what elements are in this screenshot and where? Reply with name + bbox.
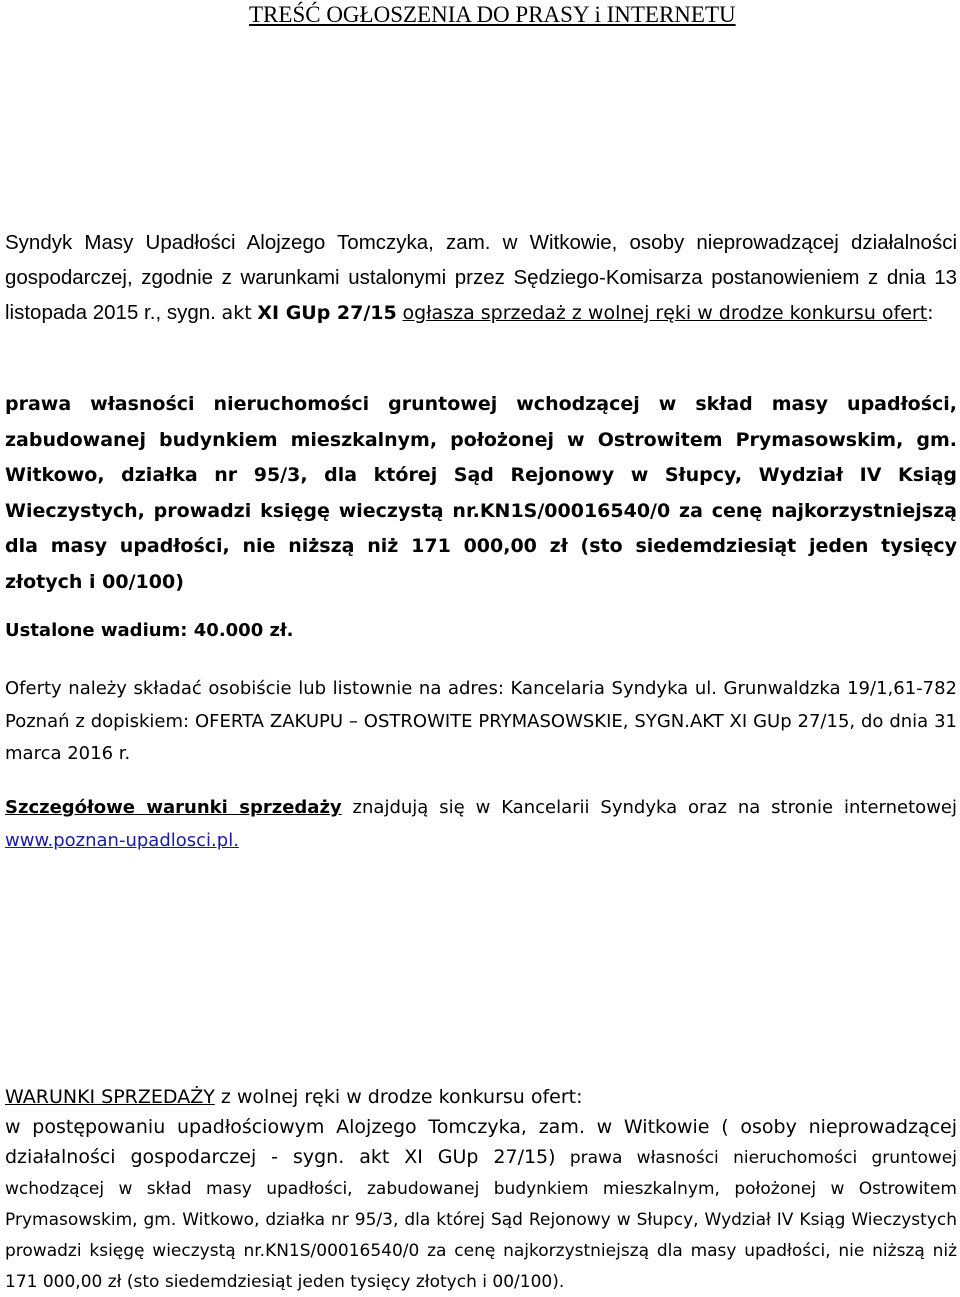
terms-body-small: prawa własności nieruchomości gruntowej wchodzącej w skład masy upadłości, zabudowanej budynkiem mieszkalnym, położonej w Ostrowitem Prymasowskim, gm. Witkowo, działka nr 95/3, dla której Sąd Rejonowy w Słupcy, Wydział IV Ksiąg Wieczystych prowadzi księgę wieczystą nr.KN1S/00016540/0 za cenę najkorzystniejszą dla masy upadłości, nie niższą niż 171 000,00 zł (sto siedemdziesiąt jeden tysięcy złotych i 00/100). bbox=[5, 1148, 957, 1292]
details-lead: Szczegółowe warunki sprzedaży bbox=[5, 797, 342, 818]
offers-info-paragraph: Oferty należy składać osobiście lub listownie na adres: Kancelaria Syndyka ul. Grunwaldzka 19/1,61-782 Poznań z dopiskiem: OFERTA ZAKUPU – OSTROWITE PRYMASOWSKIE, SYGN.AKT XI GUp 27/15, do dnia 31 marca 2016 r. bbox=[5, 678, 957, 764]
offer-subject-paragraph: prawa własności nieruchomości gruntowej wchodzącej w skład masy upadłości, zabudowanej budynkiem mieszkalnym, położonej w Ostrowitem Prymasowskim, gm. Witkowo, działka nr 95/3, dla której Sąd Rejonowy w Słupcy, Wydział IV Ksiąg Wieczystych, prowadzi księgę wieczystą nr.KN1S/00016540/0 za cenę najkorzystniejszą dla masy upadłości, nie niższą niż 171 000,00 zł (sto siedemdziesiąt jeden tysięcy złotych i 00/100) bbox=[5, 393, 957, 593]
terms-body bbox=[5, 1112, 957, 1297]
document-heading: TREŚĆ OGŁOSZENIA DO PRASY i INTERNETU bbox=[249, 2, 736, 27]
website-link[interactable]: www.poznan-upadlosci.pl. bbox=[5, 829, 239, 851]
case-signature: XI GUp 27/15 bbox=[257, 302, 397, 324]
details-text: znajdują się w Kancelarii Syndyka oraz na stronie internetowej bbox=[341, 797, 957, 818]
details-paragraph bbox=[5, 792, 957, 857]
terms-title bbox=[5, 1082, 957, 1112]
terms-title-underlined: WARUNKI SPRZEDAŻY bbox=[5, 1086, 215, 1108]
intro-colon: : bbox=[927, 302, 934, 324]
terms-body-large: w postępowaniu upadłościowym Alojzego Tomczyka, zam. w Witkowie ( osoby nieprowadzącej działalności gospodarczej - sygn. akt XI GUp 27/15) bbox=[5, 1116, 957, 1168]
intro-text: Syndyk Masy Upadłości Alojzego Tomczyka, zam. w Witkowie, osoby nieprowadzącej działalności gospodarczej, zgodnie z warunkami ustalonymi przez Sędziego-Komisarza postanowieniem z dnia 13 listopada 2015 r., sygn. bbox=[5, 231, 957, 324]
announcement-phrase: ogłasza sprzedaż z wolnej ręki w drodze konkursu ofert bbox=[402, 302, 928, 324]
deposit-line: Ustalone wadium: 40.000 zł. bbox=[5, 620, 294, 641]
intro-paragraph bbox=[5, 225, 957, 331]
terms-title-rest: z wolnej ręki w drodze konkursu ofert: bbox=[214, 1086, 583, 1108]
intro-akt: akt bbox=[221, 302, 252, 324]
